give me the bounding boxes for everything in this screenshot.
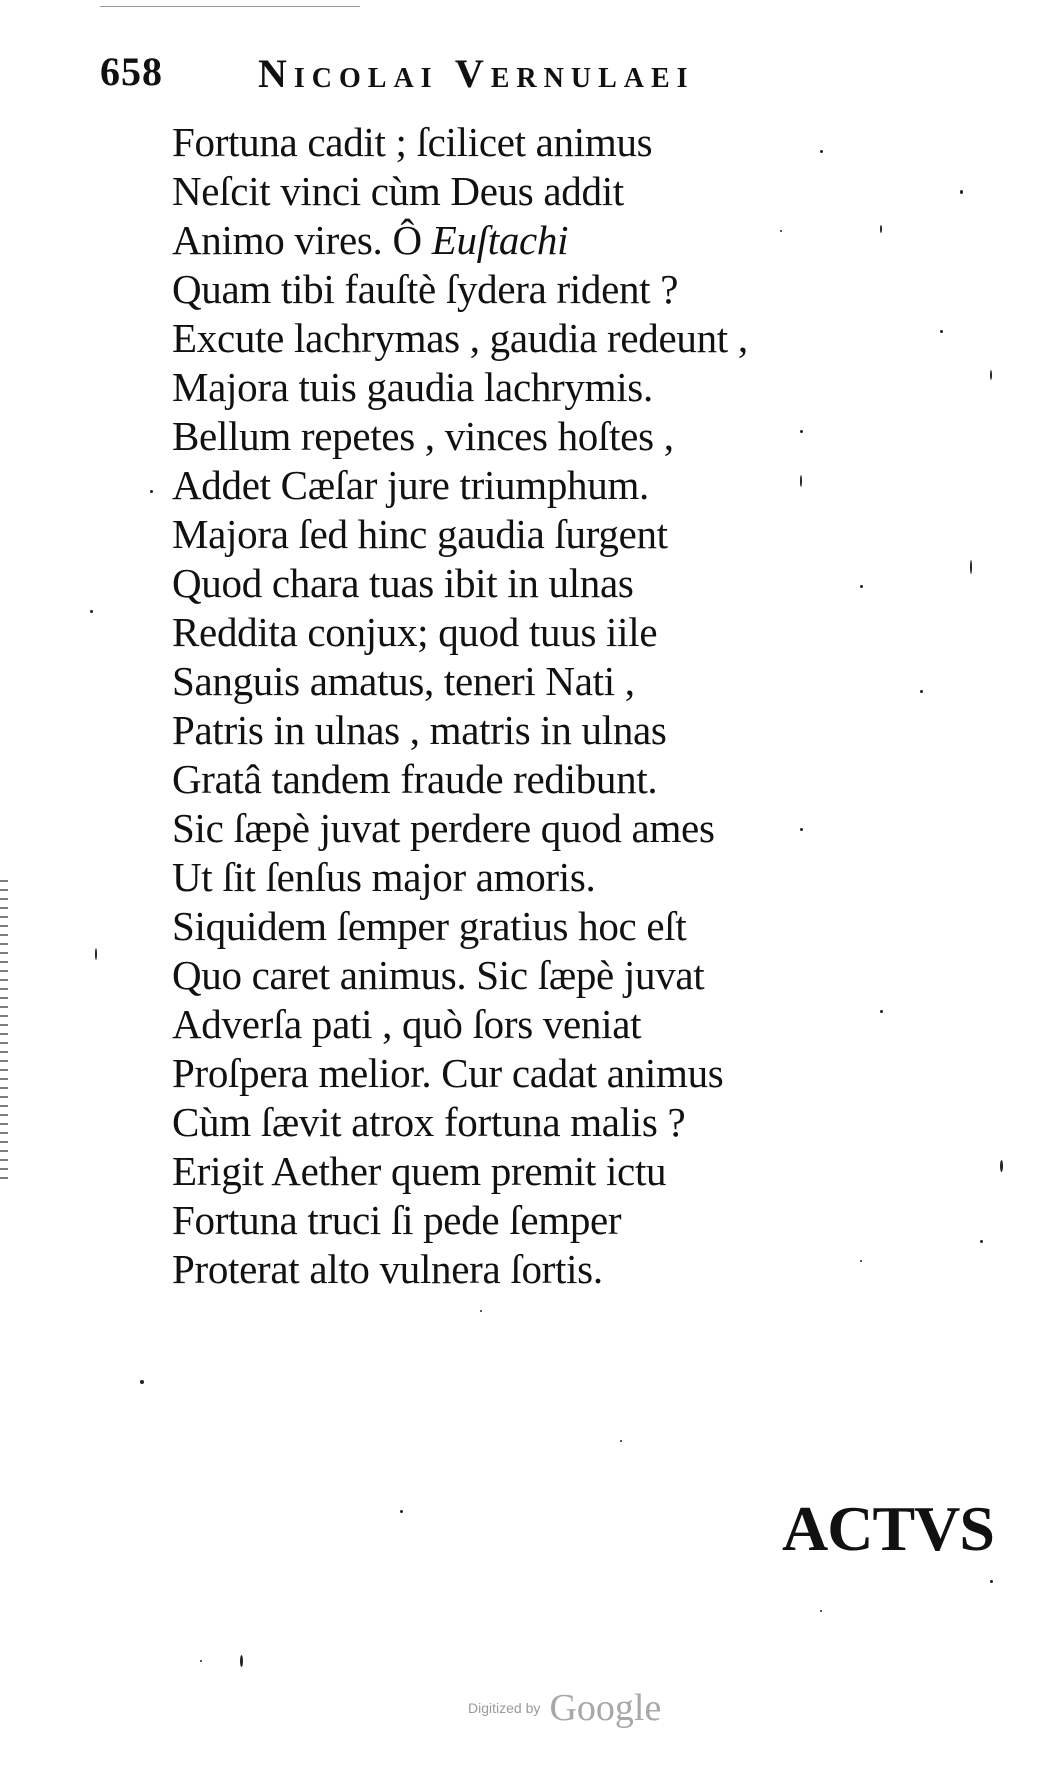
verse-line: Quo caret animus. Sic ſæpè juvat [172,952,705,998]
scan-speck [800,430,803,433]
scan-speck [1000,1160,1003,1172]
binding-shadow [0,880,8,1180]
scan-speck [480,1310,482,1312]
verse-line: Erigit Aether quem premit ictu [172,1148,667,1194]
scan-speck [150,490,153,493]
scan-speck [860,585,863,588]
verse-line: Fortuna truci ſi pede ſemper [172,1197,622,1243]
scan-speck [820,150,823,153]
scan-speck [970,560,972,574]
scan-speck [140,1380,144,1384]
verse-block [172,118,748,1294]
scan-speck [880,1010,883,1013]
verse-line: Majora ſed hinc gaudia ſurgent [172,511,668,557]
verse-line: Patris in ulnas , matris in ulnas [172,707,667,753]
verse-line: Reddita conjux; quod tuus iile [172,609,658,655]
scan-speck [860,1260,862,1262]
scan-speck [240,1655,243,1667]
page-number: 658 [100,49,163,94]
verse-line: Quod chara tuas ibit in ulnas [172,560,634,606]
scan-speck [620,1440,622,1442]
scan-speck [980,1240,983,1243]
scan-speck [990,1580,993,1583]
verse-line: Adverſa pati , quò ſors veniat [172,1001,642,1047]
scan-speck [95,948,97,960]
verse-line: Addet Cæſar jure triumphum. [172,462,649,508]
verse-line: Quam tibi fauſtè ſydera rident ? [172,266,679,312]
scan-speck [940,330,943,333]
watermark-prefix: Digitized by [468,1700,541,1716]
verse-line: Sic ſæpè juvat perdere quod ames [172,805,715,851]
verse-line: Gratâ tandem fraude redibunt. [172,756,658,802]
verse-line: Cùm ſævit atrox fortuna malis ? [172,1099,686,1145]
scan-speck [960,190,963,194]
scan-speck [90,610,93,613]
verse-line: Bellum repetes , vinces hoſtes , [172,413,674,459]
verse-line: Ut ſit ſenſus major amoris. [172,854,596,900]
watermark-brand-logo: Google [549,1687,662,1729]
verse-line: Proterat alto vulnera ſortis. [172,1246,603,1292]
scan-speck [920,690,923,693]
verse-line: Proſpera melior. Cur cadat animus [172,1050,724,1096]
verse-line: Fortuna cadit ; ſcilicet animus [172,119,653,165]
scan-speck [800,828,803,831]
scan-speck [880,225,882,233]
verse-line: Majora tuis gaudia lachrymis. [172,364,653,410]
verse-line: Sanguis amatus, teneri Nati , [172,658,635,704]
digitization-watermark [468,1686,661,1730]
verse-line: Neſcit vinci cùm Deus addit [172,168,624,214]
scan-speck [780,230,782,232]
scan-speck [990,370,992,380]
verse-line-text: Animo vires. Ô [172,217,422,263]
verse-line: Excute lachrymas , gaudia redeunt , [172,315,748,361]
verse-line-vocative [172,216,748,265]
scan-speck [400,1510,403,1513]
running-title: Nicolai Vernulaei [258,51,695,96]
scan-edge-mark [100,6,360,7]
scan-speck [800,475,802,487]
verse-line: Siquidem ſemper gratius hoc eſt [172,903,687,949]
verse-name: Euſtachi [431,217,569,263]
catchword: ACTVS [782,1493,994,1564]
scan-speck [820,1610,822,1612]
scan-speck [200,1660,202,1662]
